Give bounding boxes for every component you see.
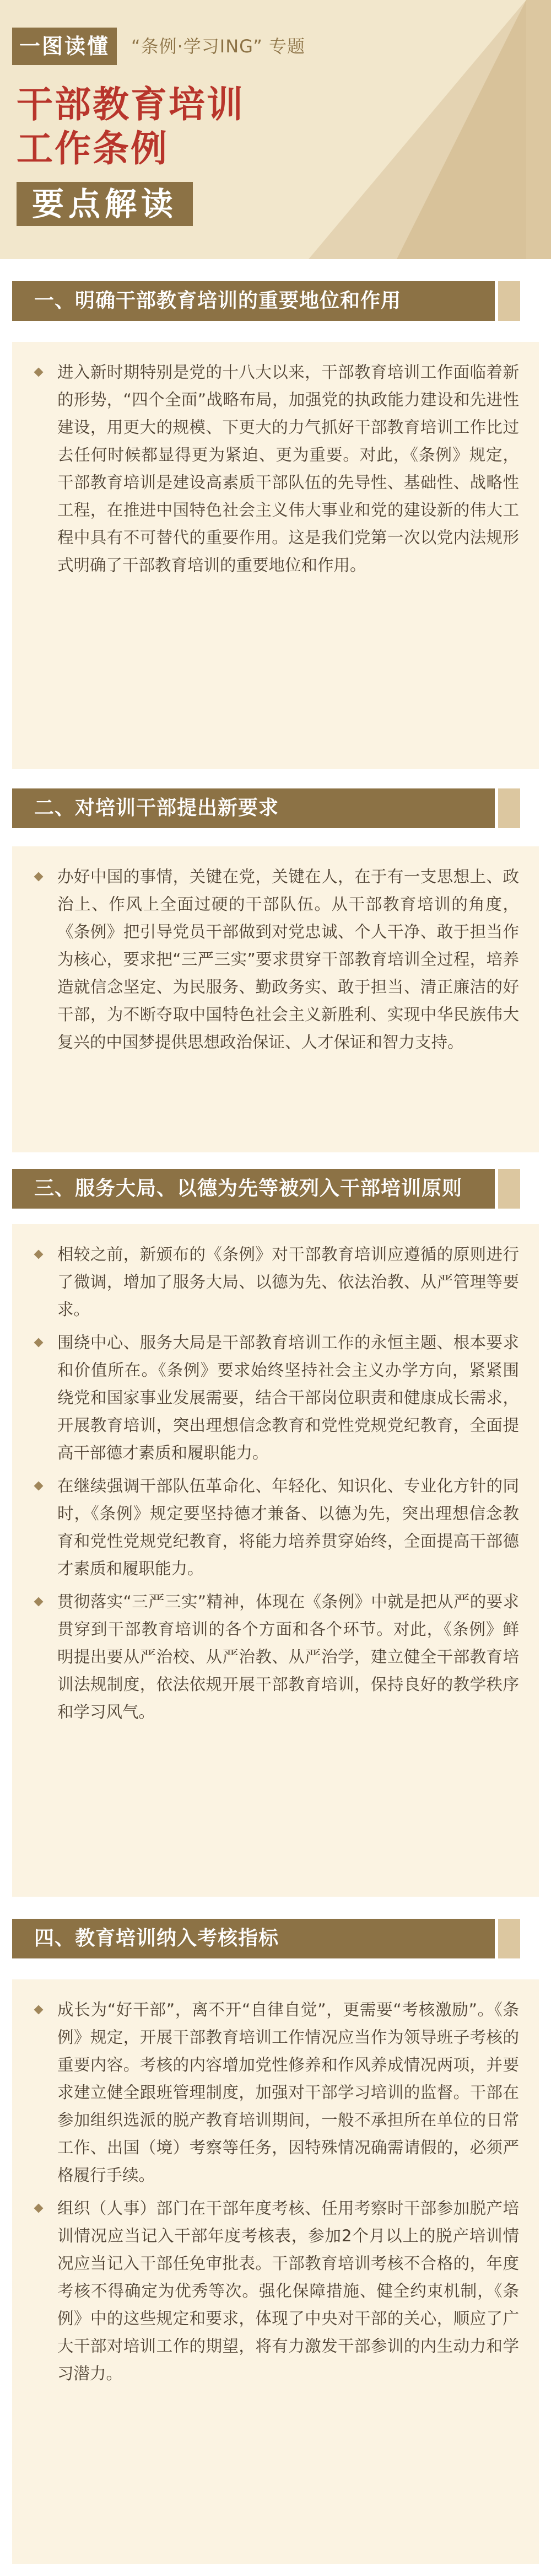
section-1-card (12, 342, 539, 769)
item-text: 围绕中心、服务大局是干部教育培训工作的永恒主题、根本要求和价值所在。《条例》要求始终坚持社会主义办学方向，紧紧围绕党和国家事业发展需要，结合干部岗位职责和健康成长需求，开展教育培训，突出理想信念教育和党性党规党纪教育，全面提高干部德才素质和履职能力。 (57, 1333, 519, 1462)
page-title-line1: 干部教育培训 (17, 83, 245, 126)
page-title-line2: 工作条例 (17, 127, 169, 170)
section-4-card (12, 1979, 539, 2564)
section-3-item (32, 1472, 519, 1582)
diamond-bullet-icon (34, 1482, 44, 1491)
section-3-item (32, 1588, 519, 1726)
section-2-card (12, 846, 539, 1152)
item-text: 相较之前，新颁布的《条例》对干部教育培训应遵循的原则进行了微调，增加了服务大局、以德为先、依法治教、从严管理等要求。 (57, 1245, 519, 1319)
section-2-heading: 二、对培训干部提出新要求 (12, 788, 495, 828)
section-3-item (32, 1329, 519, 1467)
diamond-bullet-icon (34, 368, 44, 377)
diamond-bullet-icon (34, 2005, 44, 2015)
diamond-bullet-icon (34, 1338, 44, 1348)
section-1-heading: 一、明确干部教育培训的重要地位和作用 (12, 281, 495, 321)
section-1-item (32, 358, 519, 579)
section-3-heading: 三、服务大局、以德为先等被列入干部培训原则 (12, 1169, 495, 1209)
item-text: 办好中国的事情，关键在党，关键在人，在于有一支思想上、政治上、作风上全面过硬的干部队伍。从干部教育培训的角度，《条例》把引导党员干部做到对党忠诚、个人干净、敢于担当作为核心，要求把“三严三实”要求贯穿干部教育培训全过程，培养造就信念坚定、为民服务、勤政务实、敢于担当、清正廉洁的好干部，为不断夺取中国特色社会主义新胜利、实现中华民族伟大复兴的中国梦提供思想政治保证、人才保证和智力支持。 (57, 867, 519, 1051)
diamond-bullet-icon (34, 1597, 44, 1607)
header-banner (0, 0, 551, 259)
section-4-heading: 四、教育培训纳入考核指标 (12, 1919, 495, 1958)
section-2-item (32, 863, 519, 1056)
item-text: 成长为“好干部”，离不开“自律自觉”，更需要“考核激励”。《条例》规定，开展干部教育培训工作情况应当作为领导班子考核的重要内容。考核的内容增加党性修养和作风养成情况两项，并要求建立健全跟班管理制度，加强对干部学习培训的监督。干部在参加组织选派的脱产教育培训期间，一般不承担所在单位的日常工作、出国（境）考察等任务，因特殊情况确需请假的，必须严格履行手续。 (57, 2000, 519, 2185)
item-text: 进入新时期特别是党的十八大以来，干部教育培训工作面临着新的形势，“四个全面”战略布局，加强党的执政能力建设和先进性建设，用更大的规模、下更大的力气抓好干部教育培训工作比过去任何时候都显得更为紧迫、更为重要。对此，《条例》规定，干部教育培训是建设高素质干部队伍的先导性、基础性、战略性工程，在推进中国特色社会主义伟大事业和党的建设新的伟大工程中具有不可替代的重要作用。这是我们党第一次以党内法规形式明确了干部教育培训的重要地位和作用。 (57, 363, 519, 575)
item-text: 组织（人事）部门在干部年度考核、任用考察时干部参加脱产培训情况应当记入干部年度考核表，参加2个月以上的脱产培训情况应当记入干部任免审批表。干部教育培训考核不合格的，年度考核不得确定为优秀等次。强化保障措施、健全约束机制，《条例》中的这些规定和要求，体现了中央对干部的关心，顺应了广大干部对培训工作的期望，将有力激发干部参训的内生动力和学习潜力。 (57, 2199, 519, 2383)
header-side-stripe (526, 0, 551, 259)
diamond-bullet-icon (34, 2204, 44, 2213)
diamond-bullet-icon (34, 1250, 44, 1259)
section-3-item (32, 1241, 519, 1323)
diamond-bullet-icon (34, 872, 44, 882)
item-text: 在继续强调干部队伍革命化、年轻化、知识化、专业化方针的同时，《条例》规定要坚持德才兼备、以德为先，突出理想信念教育和党性党规党纪教育，将能力培养贯穿始终，全面提高干部德才素质和履职能力。 (57, 1477, 519, 1578)
item-text: 贯彻落实“三严三实”精神，体现在《条例》中就是把从严的要求贯穿到干部教育培训的各个方面和各个环节。对此，《条例》鲜明提出要从严治校、从严治教、从严治学，建立健全干部教育培训法规制度，依法依规开展干部教育培训，保持良好的教学秩序和学习风气。 (57, 1592, 519, 1721)
header-series: “条例·学习ING” 专题 (131, 36, 305, 57)
header-tag: 一图读懂 (12, 28, 117, 65)
page-subtitle: 要点解读 (17, 182, 193, 226)
section-4-item (32, 2194, 519, 2387)
section-4-item (32, 1996, 519, 2189)
section-3-card (12, 1224, 539, 1897)
